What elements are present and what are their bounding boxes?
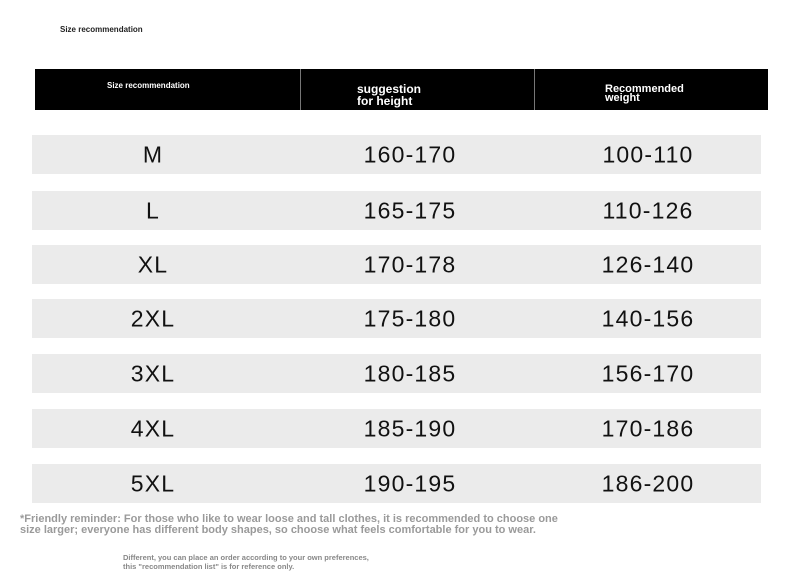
friendly-reminder: *Friendly reminder: For those who like to wear loose and tall clothes, it is recommended to choose one size larger; everyone has different body shapes, so choose what feels comfortable for you to wear. xyxy=(20,513,558,536)
size-cell: XL xyxy=(137,251,169,277)
height-cell: 160-170 xyxy=(363,141,457,167)
weight-cell: 110-126 xyxy=(602,197,694,223)
header-size xyxy=(35,69,301,110)
table-row xyxy=(32,135,761,174)
height-cell: 185-190 xyxy=(363,415,457,441)
table-row xyxy=(32,245,761,284)
weight-cell: 100-110 xyxy=(602,141,694,167)
size-cell: 2XL xyxy=(130,305,176,331)
header-weight xyxy=(535,69,768,110)
weight-cell: 186-200 xyxy=(601,470,695,496)
header-weight-label: Recommended weight xyxy=(605,83,684,104)
table-row xyxy=(32,191,761,230)
table-row xyxy=(32,409,761,448)
header-size-label: Size recommendation xyxy=(107,81,190,90)
size-cell: 3XL xyxy=(130,360,176,386)
table-row xyxy=(32,464,761,503)
size-cell: M xyxy=(142,141,164,167)
weight-cell: 170-186 xyxy=(601,415,695,441)
header-height xyxy=(301,69,535,110)
reference-note: Different, you can place an order according to your own preferences, this "recommendation list" is for reference only. xyxy=(123,553,369,571)
size-cell: L xyxy=(146,197,160,223)
page-title: Size recommendation xyxy=(60,25,143,34)
height-cell: 175-180 xyxy=(363,305,457,331)
weight-cell: 126-140 xyxy=(601,251,695,277)
table-header xyxy=(35,69,768,110)
header-height-label: suggestion for height xyxy=(357,82,422,108)
table-row xyxy=(32,354,761,393)
height-cell: 180-185 xyxy=(363,360,457,386)
weight-cell: 140-156 xyxy=(601,305,695,331)
height-cell: 170-178 xyxy=(363,251,457,277)
weight-cell: 156-170 xyxy=(601,360,695,386)
size-cell: 5XL xyxy=(130,470,176,496)
height-cell: 165-175 xyxy=(363,197,457,223)
height-cell: 190-195 xyxy=(363,470,457,496)
table-row xyxy=(32,299,761,338)
size-cell: 4XL xyxy=(130,415,176,441)
